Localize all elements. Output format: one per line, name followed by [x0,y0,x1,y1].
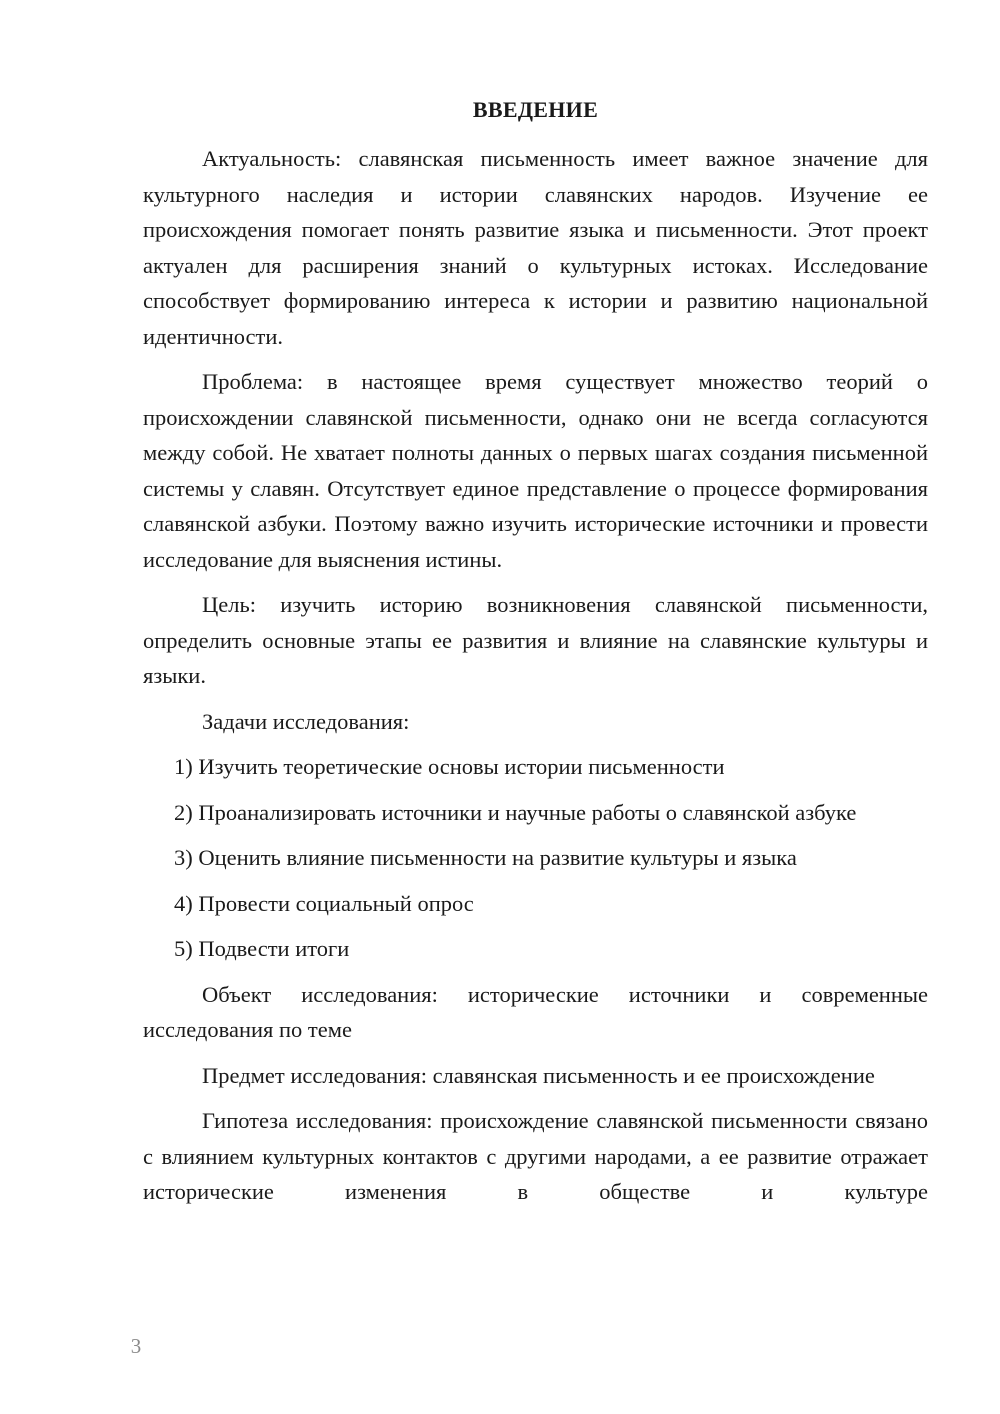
paragraph-object: Объект исследования: исторические источники и современные исследования по теме [143,981,928,1042]
task-item-3: 3) Оценить влияние письменности на развитие культуры и языка [174,845,797,870]
task-item-1: 1) Изучить теоретические основы истории письменности [174,754,725,779]
document-body [143,94,928,1210]
page-number-text: 3 [130,1334,142,1358]
paragraph-problem: Проблема: в настоящее время существует множество теорий о происхождении славянской письменности, однако они не всегда согласуются между собой. Не хватает полноты данных о первых шагах создания письменной системы у славян. Отсутствует единое представление о процессе формирования славянской азбуки. Поэтому важно изучить исторические источники и провести исследование для выяснения истины. [143,369,928,572]
page-number [72,1333,1000,1359]
paragraph-hypothesis: Гипотеза исследования: происхождение славянской письменности связано с влиянием культурных контактов с другими народами, а ее развитие отражает исторические изменения в обществе и культуре [143,1108,928,1204]
paragraph-subject: Предмет исследования: славянская письменность и ее происхождение [202,1062,875,1088]
task-item-2: 2) Проанализировать источники и научные работы о славянской азбуке [174,799,857,825]
section-title: ВВЕДЕНИЕ [472,97,599,122]
task-item-4: 4) Провести социальный опрос [174,890,474,916]
paragraph-goal: Цель: изучить историю возникновения славянской письменности, определить основные этапы ее развития и влияние на славянские культуры и языки. [143,592,928,688]
task-item-5: 5) Подвести итоги [174,936,350,961]
paragraph-tasks-heading: Задачи исследования: [202,708,410,734]
paragraph-relevance: Актуальность: славянская письменность имеет важное значение для культурного наследия и истории славянских народов. Изучение ее происхождения помогает понять развитие языка и письменности. Этот проект актуален для расширения знаний о культурных истоках. Исследование способствует формированию интереса к истории и развитию национальной идентичности. [143,146,928,349]
